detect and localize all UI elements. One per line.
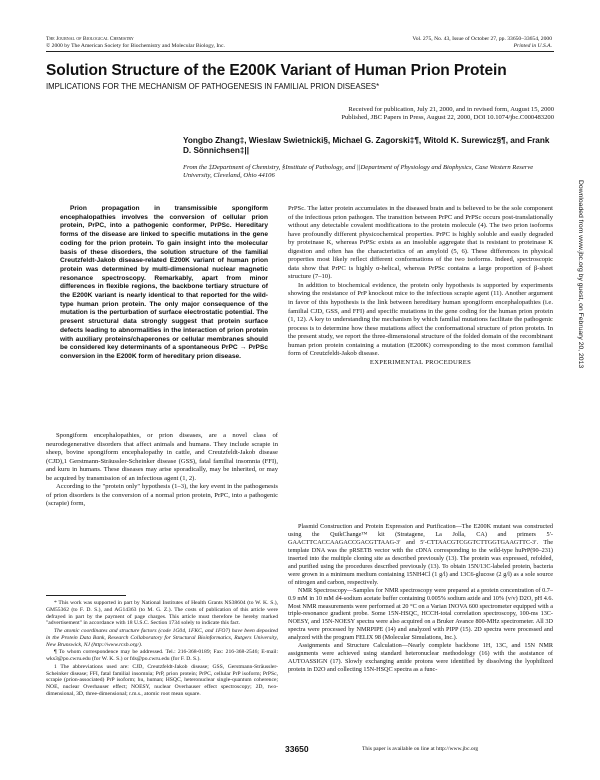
download-sidebar [574,180,586,620]
right-column [288,205,553,367]
methods-paragraph-2: NMR Spectroscopy—Samples for NMR spectroscopy were prepared at a protein concentration of 0.7–0.9 mM in 10 mM d4-sodium acetate buffer containing 0.005% sodium azide and 10% (v/v) D2O, pH 4.6. Most NMR measurements were performed at 20 °C on a Varian INOVA 600 spectrometer equipped with a triple-resonance gradient probe. Some 15N-HSQC, HCCH-total correlation spectroscopy, 100-ms 13C-NOESY, and 15N-NOESY spectra were also acquired on a Bruker Avance 800-MHz spectrometer. All 3D spectra were processed by NMRPIPE (14) and analyzed with PIPP (15). 2D spectra were processed and analyzed with the program FELIX 98 (Molecular Simulations, Inc.). [288,586,553,642]
footnote-abbreviations: 1 The abbreviations used are: CJD, Creutzfeldt-Jakob disease; GSS, Gerstmann-Sträussler-Scheinker disease; FFI, fatal familial insomnia; PrP, prion protein; PrPC, cellular PrP isoform; PrPSc, scrapie (prion-associated) PrP isoform; hu, human; HSQC, heteronuclear single-quantum coherence; NOE, nuclear Overhauser effect; NOESY, nuclear Overhauser effect spectroscopy; 2D, two-dimensional, 3D, three-dimensional; r.m.s., atomic root mean square. [46,663,278,697]
article-subtitle: IMPLICATIONS FOR THE MECHANISM OF PATHOGENESIS IN FAMILIAL PRION DISEASES* [46,82,380,91]
volume-issue: Vol. 275, No. 43, Issue of October 27, pp. 33650–33654, 2000 [412,36,552,42]
footnote-correspondence: ¶ To whom correspondence may be addressed. Tel.: 216-368-0189; Fax: 216-368-2546; E-mail: wks3@po.cwru.edu (for W. K. S.) or fds@po.cwru.edu (for F. D. S.). [46,649,278,662]
methods-text [288,523,553,674]
abstract: Prion propagation in transmissible spongiform encephalopathies involves the conversion of cellular prion protein, PrPC, into a pathogenic conformer, PrPSc. Hereditary forms of the disease are linked to specific mutations in the gene coding for the prion protein. To gain insight into the molecular basis of these disorders, the solution structure of the familial Creutzfeldt-Jakob disease-related E200K variant of human prion protein was determined by multi-dimensional nuclear magnetic resonance spectroscopy. Remarkably, apart from minor differences in flexible regions, the backbone tertiary structure of the E200K variant is nearly identical to that reported for the wild-type human prion protein. The only major consequence of the mutation is the perturbation of surface electrostatic potential. The present structural data strongly suggest that protein surface defects leading to abnormalities in the interaction of prion protein with auxiliary proteins/chaperones or cellular membranes should be considered key determinants of a spontaneous PrPC → PrPSc conversion in the E200K form of hereditary prion disease. [60,205,268,360]
footnote-rule [46,595,126,596]
body-paragraph-1: PrPSc. The latter protein accumulates in the diseased brain and is believed to be the sole component of the infectious prion pathogen. The transition between PrPC and PrPSc occurs post-translationally without any detectable covalent modifications to the protein molecule (4). The two prion isoforms have profoundly different physicochemical properties. PrPC is highly soluble and easily degraded by proteinase K, whereas PrPSc exists as an insoluble aggregate that is resistant to proteinase K digestion and often has the characteristics of an amyloid (5, 6). These differences in physical properties most likely reflect different conformations of the two isoforms. Indeed, spectroscopic data show that PrPC is highly α-helical, whereas PrPSc contains a large proportion of β-sheet structure (7–10). [288,205,553,281]
footnotes [46,600,278,699]
methods-paragraph-1: Plasmid Construction and Protein Expression and Purification—The E200K mutant was constructed using the QuikChange™ kit (Stratagene, La Jolla, CA) and primers 5′-GAACTTCACCAAGACCGACGTTAAG-3′ and 5′-CTTAACGTCGGTCTTGGTGAAGTTC-3′. The template DNA was the pRSETB vector with the cDNA corresponding to the wild-type huPrP(90–231) inserted into the multiple cloning site as described previously (13). The protein was expressed, refolded, and purified using the procedures described previously (13). To obtain 15N/13C-labeled protein, bacteria were grown in a minimum medium containing 15NH4Cl (1 g/l) and 13C6-glucose (2 g/l) as a sole source of nitrogen and carbon, respectively. [288,523,553,586]
header-rule [46,51,554,52]
footnote-coordinates: The atomic coordinates and structure factors (code 1G04, 1FKC, and 1FO7) have been deposited in the Protein Data Bank, Research Collaboratory for Structural Bioinformatics, Rutgers University, New Brunswick, NJ (http://www.rcsb.org/). [46,628,278,648]
journal-header [46,36,225,49]
intro-paragraph-1: Spongiform encephalopathies, or prion diseases, are a novel class of neurodegenerative disorders that affect animals and humans. They include scrapie in sheep, bovine spongiform encephalopathy in cattle, and Creutzfeldt-Jakob disease (CJD),1 Gerstmann-Sträussler-Scheinker disease (GSS), fatal familial insomnia (FFI), and kuru in humans. These diseases may arise sporadically, may be inherited, or may be acquired by transmission of an infectious agent (1, 2). [46,432,278,482]
page-number: 33650 [285,744,309,754]
affiliations: From the ‡Department of Chemistry, §Institute of Pathology, and ||Department of Physiology and Biophysics, Case Western Reserve University, Cleveland, Ohio 44106 [183,164,534,180]
body-paragraph-2: In addition to biochemical evidence, the protein only hypothesis is supported by experiments showing the resistance of PrP knockout mice to the infectious scrapie agent (11). Another argument in favor of this hypothesis is the link between hereditary human spongiform encephalopathies (i.e. familial CJD, GSS, and FFI) and specific mutations in the gene coding for the human prion protein (1, 12). A key to understanding the mechanism by which familial mutations facilitate the pathogenic process is to determine how these mutations affect the conformational structure of prion protein. In the present study, we report the three-dimensional structure of the folded domain of the recombinant human prion protein containing a mutation (E200K) corresponding to the most common familial form of Creutzfeldt-Jakob disease. [288,281,553,358]
received-line: Received for publication, July 21, 2000, and in revised form, August 15, 2000 [348,106,554,113]
intro-column [46,432,278,509]
download-notice[interactable]: Downloaded from www.jbc.org by guest, on February 20, 2013 [577,180,584,369]
methods-paragraph-3: Assignments and Structure Calculation—Nearly complete backbone 1H, 13C, and 15N NMR assignments were achieved using standard heteronuclear methodology (16) with the assistance of AUTOASSIGN (17). Slowly exchanging amide protons were identified by dissolving the lyophilized protein in D2O and collecting 15N-HSQC spectra as a func- [288,642,553,674]
footnote-funding: * This work was supported in part by National Institutes of Health Grants NS38604 (to W. K. S.), GM55362 (to F. D. S.), and AG14363 (to M. G. Z.). The costs of publication of this article were defrayed in part by the payment of page charges. This article must therefore be hereby marked "advertisement" in accordance with 18 U.S.C. Section 1734 solely to indicate this fact. [46,600,278,627]
journal-name: The Journal of Biological Chemistry [46,36,134,42]
section-heading: EXPERIMENTAL PROCEDURES [369,358,472,366]
author-list: Yongbo Zhang‡, Wieslaw Swietnicki§, Michael G. Zagorski‡¶, Witold K. Surewicz§¶, and Frank D. Sönnichsen‡|| [183,136,550,155]
printed-in: Printed in U.S.A. [513,42,552,49]
volume-header [412,36,552,49]
footer-note: This paper is available on line at http://www.jbc.org [362,746,479,752]
intro-paragraph-2: According to the "protein only" hypothesis (1–3), the key event in the pathogenesis of prion disorders is the conversion of a normal prion protein, PrPC, into a pathogenic (scrapie) form, [46,483,278,508]
article-title: Solution Structure of the E200K Variant of Human Prion Protein [46,62,507,79]
published-line: Published, JBC Papers in Press, August 22, 2000, DOI 10.1074/jbc.C000483200 [341,114,554,122]
received-dates [341,106,554,123]
copyright-line: © 2000 by The American Society for Biochemistry and Molecular Biology, Inc. [46,42,225,49]
